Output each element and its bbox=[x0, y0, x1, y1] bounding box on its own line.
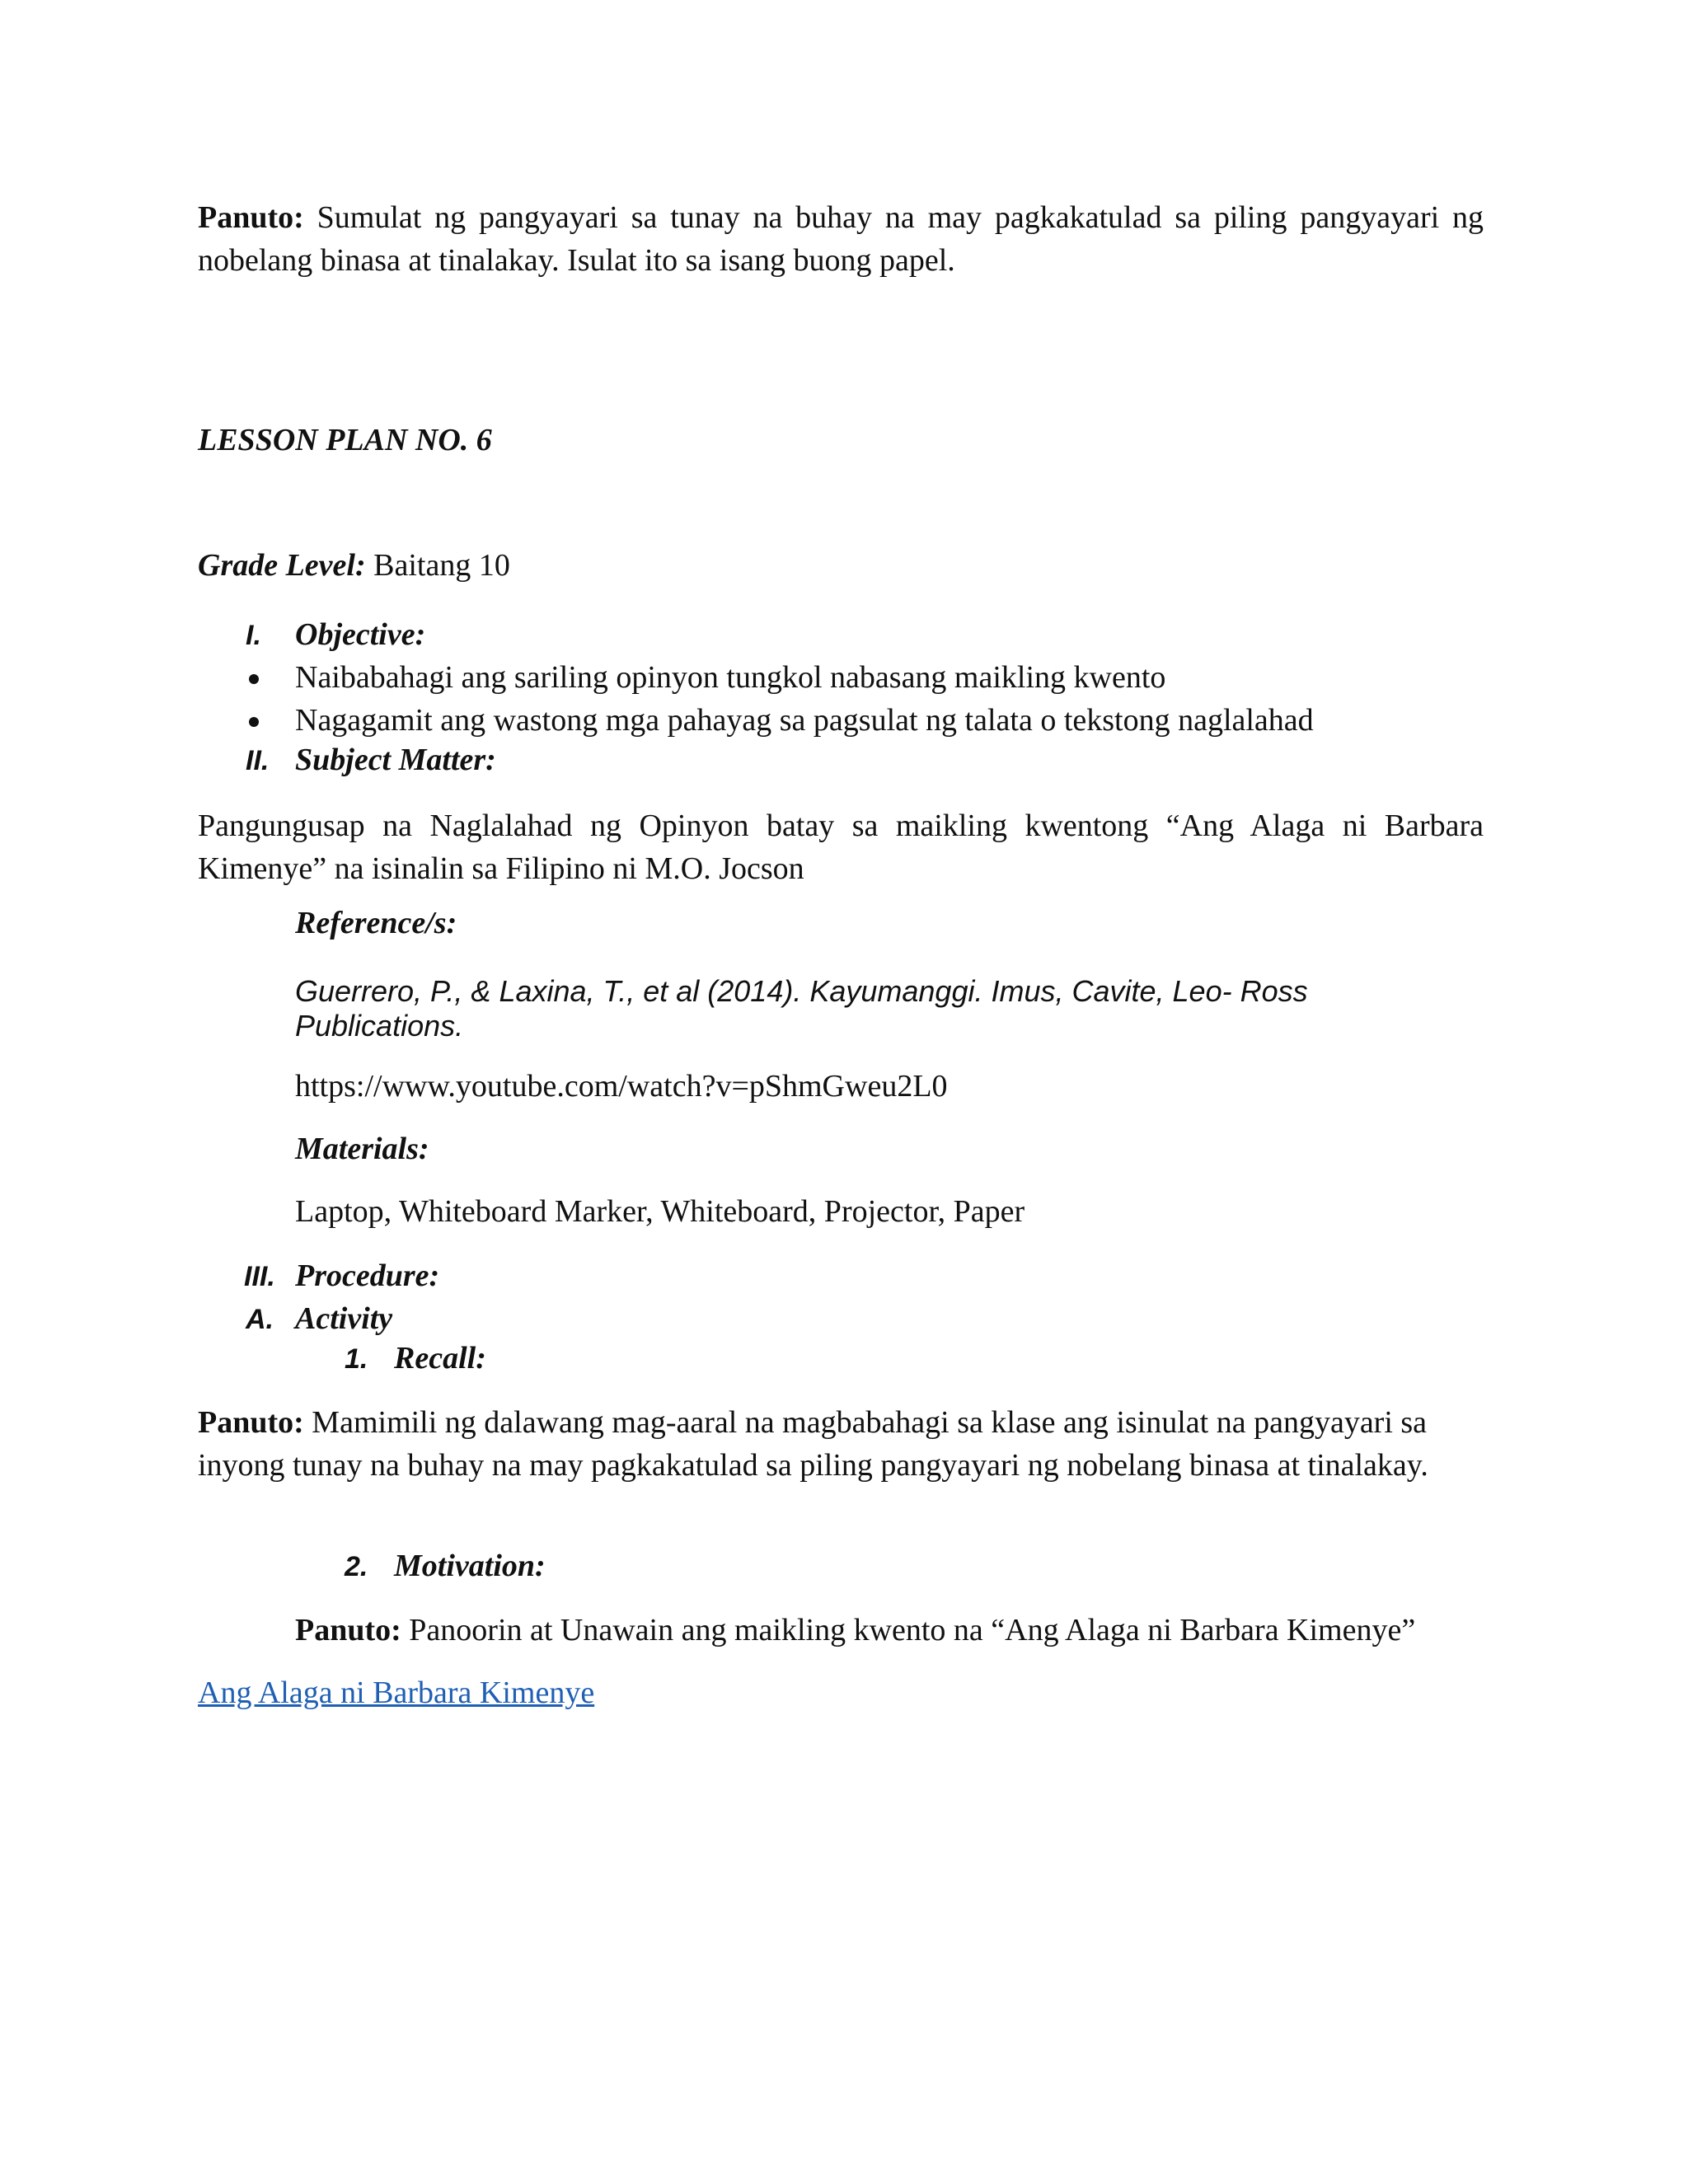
section-2-numeral: II. bbox=[246, 745, 270, 776]
lesson-title: LESSON PLAN NO. 6 bbox=[198, 423, 492, 457]
section-1-title: Objective: bbox=[295, 617, 426, 652]
motivation-instruction bbox=[295, 1612, 1415, 1648]
instruction-label: Panuto: bbox=[198, 200, 304, 235]
materials-label: Materials: bbox=[295, 1132, 429, 1166]
motivation-label: Panuto: bbox=[295, 1613, 401, 1647]
activity-title: Activity bbox=[295, 1301, 393, 1336]
subject-matter-body: Pangungusap na Naglalahad ng Opinyon batay sa maikling kwentong “Ang Alaga ni Barbara Kimenye” na isinalin sa Filipino ni M.O. Jocson bbox=[198, 808, 1484, 886]
step-1-number: 1. bbox=[345, 1343, 368, 1375]
materials-list: Laptop, Whiteboard Marker, Whiteboard, Projector, Paper bbox=[295, 1194, 1025, 1229]
recall-text: Mamimili ng dalawang mag-aaral na magbabahagi sa klase ang isinulat na pangyayari sa inyong tunay na buhay na may pagkakatulad sa piling pangyayari ng nobelang binasa at tinalakay. bbox=[198, 1405, 1428, 1483]
video-link[interactable]: Ang Alaga ni Barbara Kimenye bbox=[198, 1675, 595, 1710]
motivation-text: Panoorin at Unawain ang maikling kwento na “Ang Alaga ni Barbara Kimenye” bbox=[409, 1613, 1416, 1647]
recall-label: Panuto: bbox=[198, 1405, 304, 1440]
reference-book: Guerrero, P., & Laxina, T., et al (2014). Kayumanggi. Imus, Cavite, Leo- Ross Publications. bbox=[295, 974, 1308, 1043]
grade-level-label: Grade Level: bbox=[198, 548, 366, 583]
step-1-title: Recall: bbox=[394, 1341, 486, 1376]
top-instruction bbox=[198, 196, 1484, 282]
section-1-numeral: I. bbox=[246, 620, 261, 651]
activity-letter: A. bbox=[246, 1304, 274, 1335]
section-2-title: Subject Matter: bbox=[295, 743, 496, 777]
section-3-numeral: III. bbox=[244, 1261, 275, 1292]
bullet-icon bbox=[249, 674, 259, 684]
reference-url: https://www.youtube.com/watch?v=pShmGweu2L0 bbox=[295, 1069, 948, 1104]
section-3-title: Procedure: bbox=[295, 1258, 440, 1293]
grade-level bbox=[198, 547, 510, 583]
grade-level-value: Baitang 10 bbox=[373, 548, 510, 583]
bullet-icon bbox=[249, 717, 259, 727]
step-2-title: Motivation: bbox=[394, 1549, 546, 1583]
recall-instruction bbox=[198, 1401, 1451, 1487]
references-label: Reference/s: bbox=[295, 906, 457, 940]
step-2-number: 2. bbox=[345, 1551, 368, 1582]
objective-bullet-1: Naibabahagi ang sariling opinyon tungkol nabasang maikling kwento bbox=[295, 660, 1166, 695]
instruction-text: Sumulat ng pangyayari sa tunay na buhay na may pagkakatulad sa piling pangyayari ng nobelang binasa at tinalakay. Isulat ito sa isang buong papel. bbox=[198, 200, 1484, 278]
objective-bullet-2: Nagagamit ang wastong mga pahayag sa pagsulat ng talata o tekstong naglalahad bbox=[295, 703, 1314, 738]
